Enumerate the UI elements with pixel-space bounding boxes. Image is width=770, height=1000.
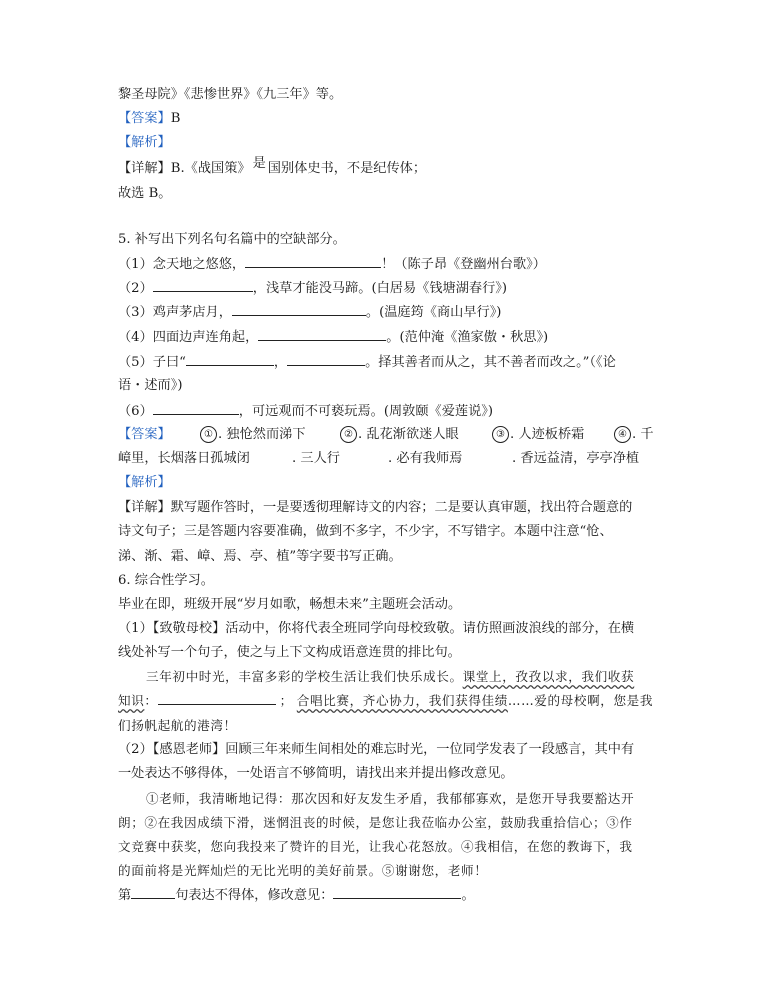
- passage-text: ……爱的母校啊，您是我: [507, 693, 654, 708]
- item-pre: 鸡声茅店月，: [152, 305, 232, 320]
- answer-value: B: [170, 111, 181, 126]
- item-post: 。(温庭筠《商山早行》): [365, 305, 502, 320]
- answer-tag: 【答案】: [118, 427, 171, 442]
- answer-blank[interactable]: [153, 279, 253, 292]
- passage1-line-1: [146, 668, 634, 686]
- answer-blank[interactable]: [232, 303, 366, 316]
- q5-item-3: [118, 303, 501, 322]
- detail-tag: 【详解】: [118, 161, 171, 176]
- passage2-line-4: 的面前将是光辉灿烂的无比光明的美好前景。⑤谢谢您，老师！: [118, 863, 488, 878]
- analysis-tag: 【解析】: [118, 475, 171, 490]
- q5-stem: 5. 补写出下列名句名篇中的空缺部分。: [118, 232, 346, 247]
- item-post: 。(范仲淹《渔家傲・秋思》): [386, 330, 549, 345]
- q5-detail-line-3: 涕、渐、霜、嶂、焉、亭、植”等字要书写正确。: [118, 549, 402, 564]
- q5-item-1: [118, 255, 546, 274]
- detail-shi: 是: [252, 156, 266, 171]
- item-pre: 念天地之悠悠，: [152, 257, 246, 272]
- answer-blank[interactable]: [333, 886, 461, 899]
- answer-text: . 三人行: [292, 451, 340, 466]
- answer-blank[interactable]: [186, 353, 274, 366]
- item-number: （3）: [118, 305, 153, 320]
- item-number: （6）: [118, 404, 153, 419]
- passage2-line-2: 朗；②在我因成绩下滑，迷惘沮丧的时候，是您让我莅临办公室，鼓励我重拾信心；③作: [118, 815, 633, 830]
- analysis-tag: 【解析】: [118, 135, 171, 150]
- answer-tag: 【答案】: [118, 111, 171, 126]
- answer-text: . 香远益清，亭亭净植: [512, 451, 640, 466]
- answer-blank[interactable]: [245, 255, 381, 268]
- q6-intro: 毕业在即，班级开展“岁月如歌，畅想未来”主题班会活动。: [118, 597, 462, 612]
- answer-number: ③: [492, 426, 509, 443]
- q5-item-6: [118, 402, 493, 421]
- answer-text: . 必有我师焉: [388, 451, 463, 466]
- q6-sub2-line-2: 一处表达不够得体，一处语言不够简明，请找出来并提出修改意见。: [118, 766, 514, 781]
- q5-item-5-cont: 语・述而》): [118, 378, 183, 393]
- passage1-line-3: 们扬帆起航的港湾！: [118, 718, 237, 733]
- q5-detail-line-2: 诗文句子；三是答题内容要准确，做到不多字，不少字，不写错字。本题中注意“怆、: [118, 524, 613, 539]
- q6-stem: 6. 综合性学习。: [118, 573, 214, 588]
- item-number: （4）: [118, 330, 153, 345]
- passage2-line-3: 文竞赛中获奖，您向我投来了赞许的目光，让我心花怒放。④我相信，在您的教诲下，我: [118, 839, 633, 854]
- answer-number: ④: [614, 426, 631, 443]
- item-mid: ，: [273, 355, 288, 370]
- q6-sub1-line-1: （1）【致敬母校】活动中，你将代表全班同学向母校致敬。请仿照画波浪线的部分，在横: [118, 621, 635, 636]
- passage1-line-2: [118, 692, 653, 710]
- item-pre: 子曰“: [152, 355, 186, 370]
- works-line: 黎圣母院》《悲惨世界》《九三年》等。: [118, 87, 343, 102]
- detail-text: 默写题作答时，一是要透彻理解诗文的内容；二是要认真审题，找出符合题意的: [170, 500, 633, 515]
- q4-detail-line: [118, 156, 427, 178]
- answer-text: . 千: [632, 427, 654, 442]
- wavy-text: 合唱比赛，齐心协力，我们获得佳绩: [296, 693, 508, 708]
- passage-text: 三年初中时光，丰富多彩的学校生活让我们快乐成长。: [146, 669, 463, 684]
- answer-number: ②: [340, 426, 357, 443]
- answer-blank[interactable]: [287, 353, 365, 366]
- answer-blank[interactable]: [258, 328, 386, 341]
- detail-text-a: B.《战国策》: [170, 161, 251, 176]
- item-number: （2）: [118, 281, 153, 296]
- passage2-line-1: ①老师，我清晰地记得：那次因和好友发生矛盾，我郁郁寡欢，是您开导我要豁达开: [146, 791, 635, 806]
- q5-item-5: [118, 353, 616, 372]
- answer-text: . 人迹板桥霜: [510, 427, 585, 442]
- answer-blank[interactable]: [158, 692, 276, 705]
- answer-text: 嶂里，长烟落日孤城闭: [118, 451, 250, 466]
- q6-sub1-line-2: 线处补写一个句子，使之与上下文构成语意连贯的排比句。: [118, 645, 461, 660]
- item-post: ！（陈子昂《登幽州台歌》）: [381, 257, 546, 272]
- q5-item-2: [118, 279, 507, 298]
- q5-item-4: [118, 328, 548, 347]
- final-answer-line: [118, 886, 475, 905]
- final-text: 第: [118, 888, 132, 903]
- q5-detail-line-1: [118, 499, 632, 517]
- final-text: 句表达不得体，修改意见：: [175, 888, 334, 903]
- item-number: （5）: [118, 355, 153, 370]
- item-post: 。择其善者而从之，其不善者而改之。”（《论: [365, 355, 616, 370]
- wavy-text: 课堂上，孜孜以求，我们收获: [462, 669, 635, 684]
- choose-line: 故选 B。: [118, 186, 172, 201]
- detail-tag: 【详解】: [118, 500, 171, 515]
- item-number: （1）: [118, 257, 153, 272]
- final-text: 。: [461, 888, 475, 903]
- item-pre: 四面边声连角起，: [152, 330, 259, 345]
- answer-blank[interactable]: [153, 402, 239, 415]
- answer-text: . 乱花渐欲迷人眼: [358, 427, 459, 442]
- q4-answer-line: [118, 110, 180, 128]
- detail-text-b: 国别体史书，不是纪传体；: [267, 161, 427, 176]
- q6-sub2-line-1: （2）【感恩老师】回顾三年来师生间相处的难忘时光，一位同学发表了一段感言，其中有: [118, 742, 635, 757]
- passage-text: ；: [279, 693, 293, 708]
- answer-text: . 独怆然而涕下: [218, 427, 306, 442]
- answer-blank[interactable]: [131, 886, 175, 899]
- item-post: ，可远观而不可亵玩焉。(周敦颐《爱莲说》): [238, 404, 494, 419]
- answer-number: ①: [200, 426, 217, 443]
- item-post: ，浅草才能没马蹄。(白居易《钱塘湖春行》): [252, 281, 508, 296]
- wavy-text: 知识: [118, 693, 145, 708]
- passage-text: ：: [144, 693, 158, 708]
